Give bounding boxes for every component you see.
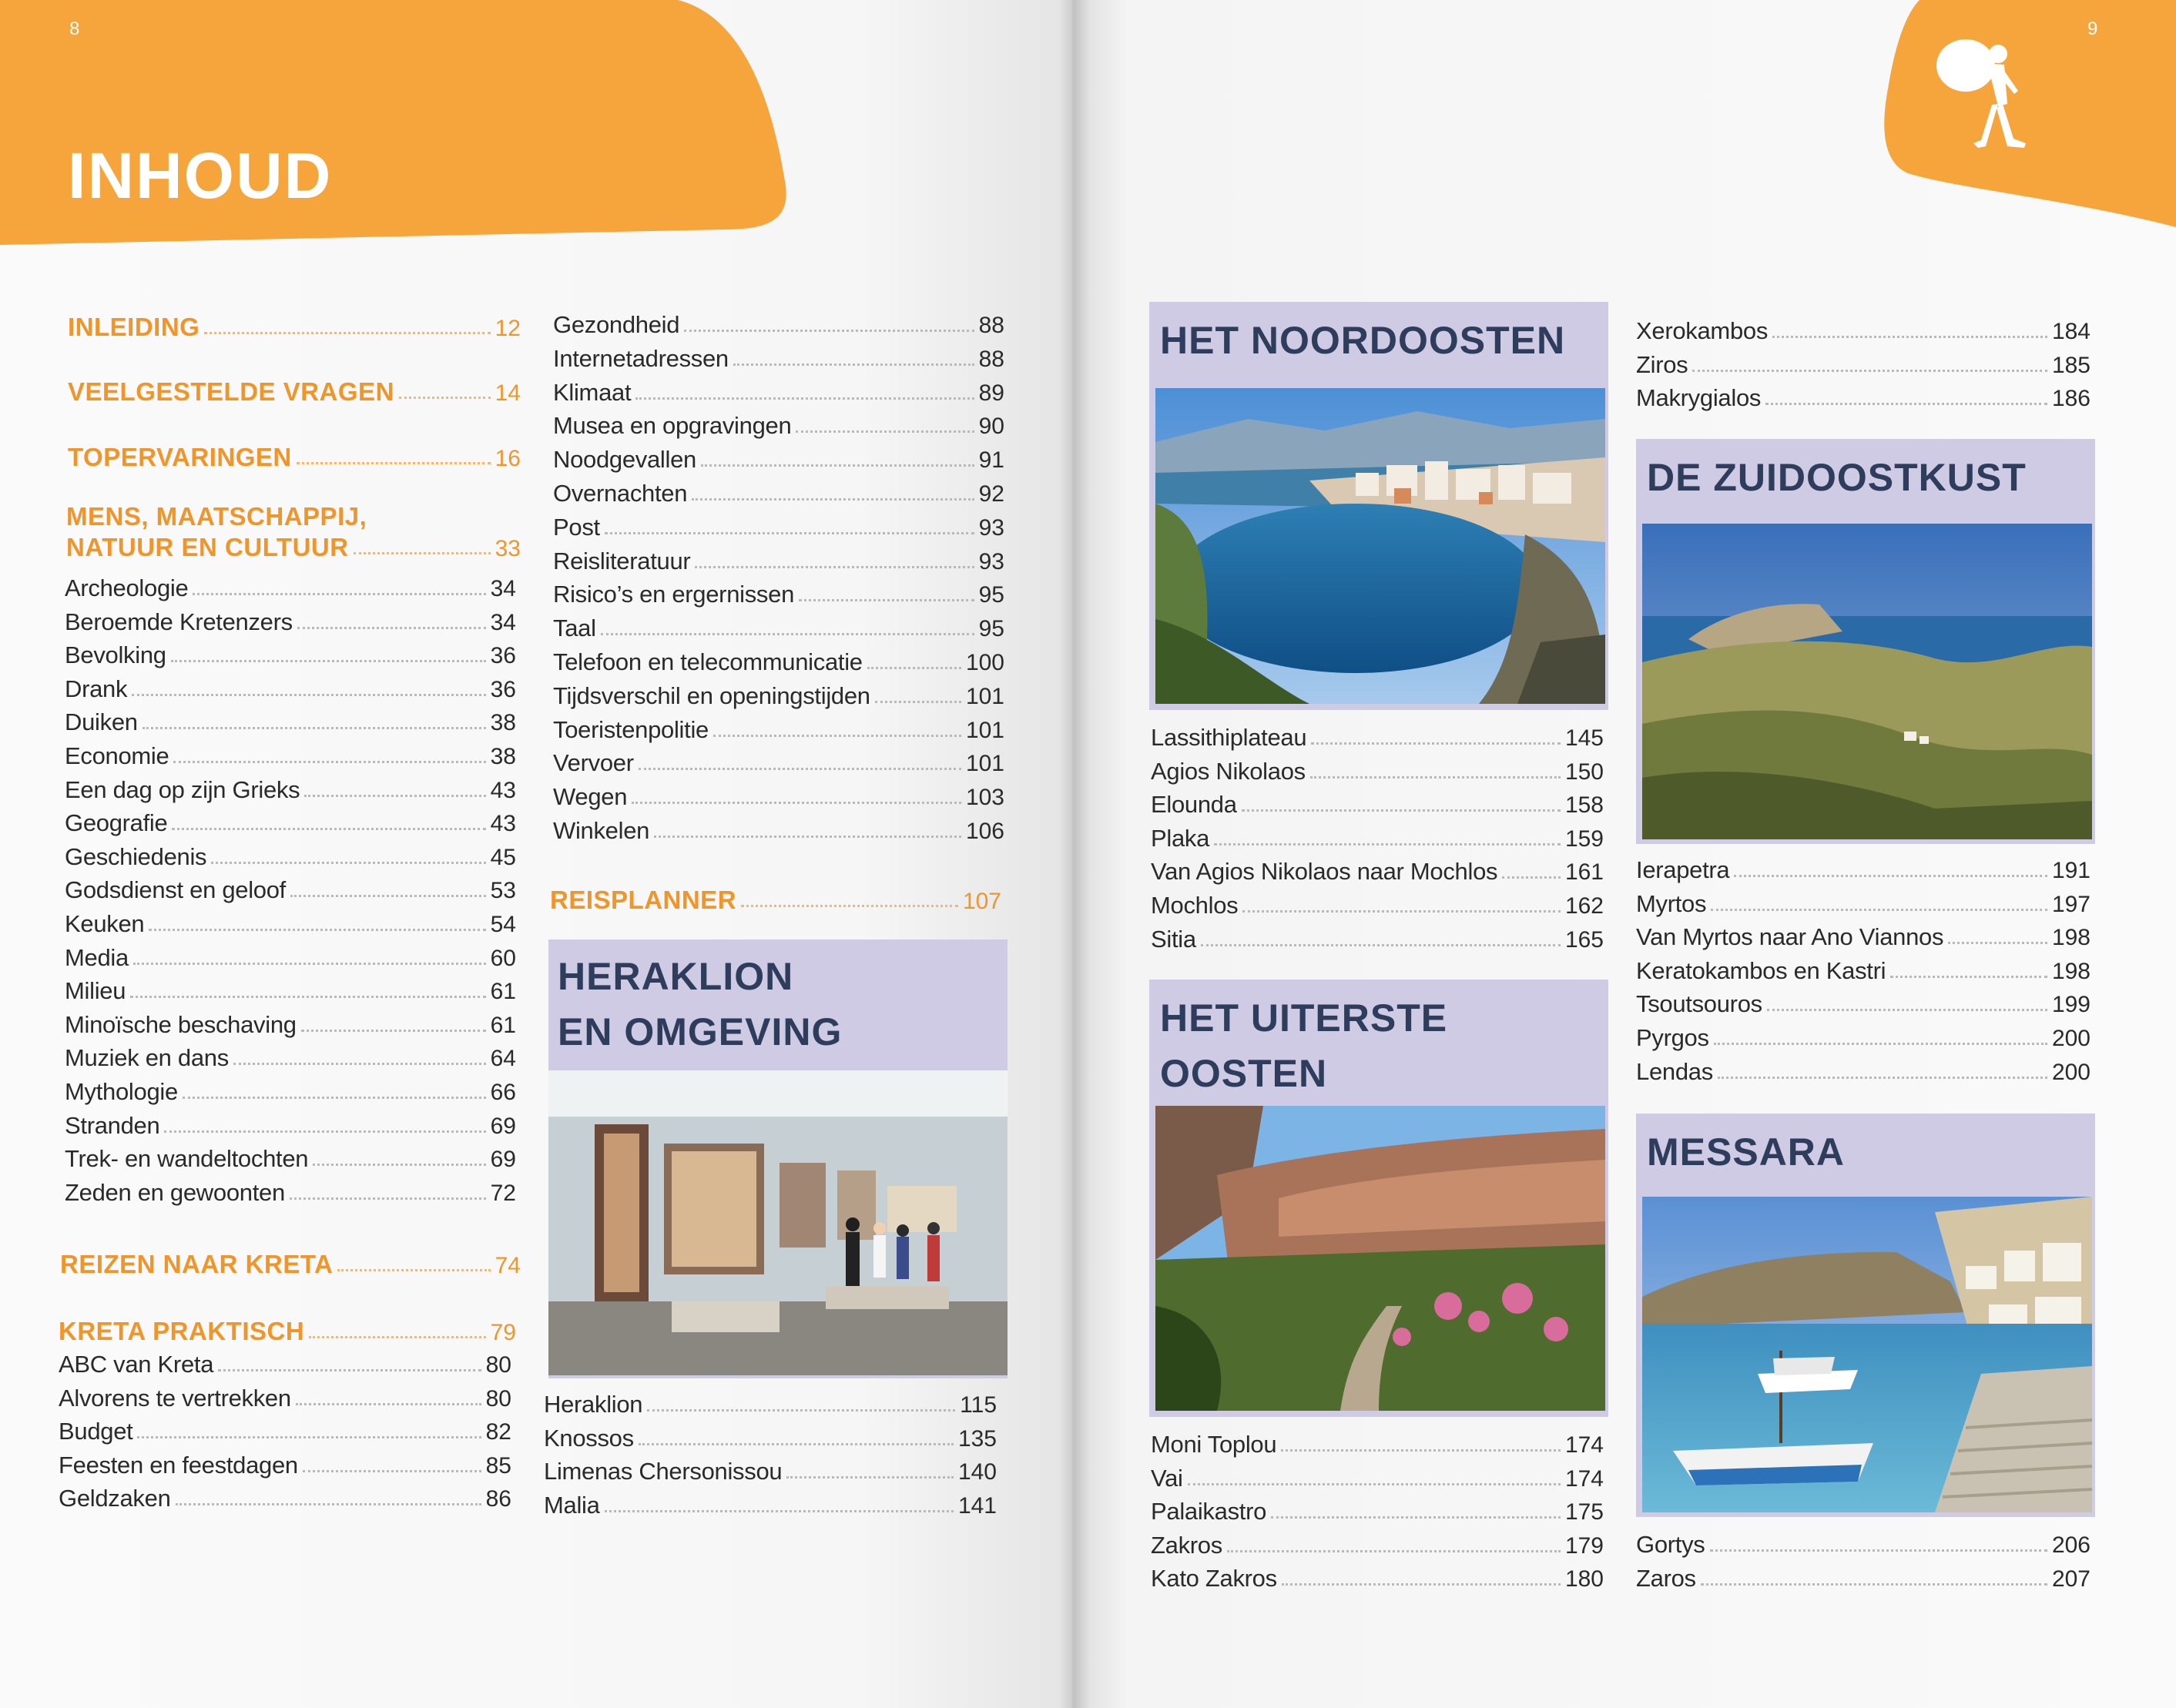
dot-leader xyxy=(1701,1583,2047,1586)
toc-entry-page: 197 xyxy=(2051,891,2091,917)
toc-entry-page: 38 xyxy=(490,744,516,769)
toc-entry[interactable] xyxy=(1151,1425,1604,1458)
toc-entry-label: Drank xyxy=(65,675,128,702)
dot-leader xyxy=(233,1063,486,1065)
toc-entry[interactable] xyxy=(553,339,1004,373)
toc-entry-page: 199 xyxy=(2051,992,2091,1018)
toc-entry-label: Feesten en feestdagen xyxy=(59,1451,298,1479)
toc-entry-page: 88 xyxy=(978,346,1004,372)
toc-entry-label: Alvorens te vertrekken xyxy=(59,1384,291,1412)
dot-leader xyxy=(1765,403,2047,405)
toc-entry-label: Archeologie xyxy=(65,574,189,601)
toc-entry-page: 45 xyxy=(490,844,516,870)
dot-leader xyxy=(713,735,961,737)
toc-entry-label: Gezondheid xyxy=(553,311,680,338)
toc-entry-page: 135 xyxy=(957,1425,997,1452)
region-title-messara: MESSARA xyxy=(1647,1130,1846,1174)
toc-entry-label: Duiken xyxy=(65,708,138,736)
toc-entry-page: 101 xyxy=(965,717,1004,743)
dot-leader xyxy=(296,1403,481,1405)
section-reisplanner[interactable]: REISPLANNER 107 xyxy=(550,886,1001,914)
toc-entry[interactable] xyxy=(1636,1525,2091,1559)
toc-entry[interactable] xyxy=(65,938,516,972)
toc-entry[interactable] xyxy=(65,837,516,871)
toc-entry-page: 207 xyxy=(2051,1566,2091,1592)
toc-entry-page: 69 xyxy=(490,1147,516,1173)
toc-entry-label: Lassithiplateau xyxy=(1151,724,1307,751)
toc-entry-page: 61 xyxy=(490,979,516,1005)
section-inleiding[interactable]: INLEIDING 12 xyxy=(68,313,521,341)
dot-leader xyxy=(1311,742,1561,745)
photo-zakros-gorge xyxy=(1155,1106,1605,1411)
dot-leader xyxy=(172,828,485,830)
dot-leader xyxy=(654,836,961,838)
toc-entry[interactable] xyxy=(544,1385,997,1418)
toc-entry[interactable] xyxy=(59,1445,511,1479)
toc-entry[interactable] xyxy=(1151,1559,1604,1592)
toc-entry-page: 184 xyxy=(2051,319,2091,344)
toc-entry-page: 162 xyxy=(1564,893,1604,919)
toc-entry[interactable] xyxy=(1636,311,2091,345)
toc-entry[interactable] xyxy=(1636,1052,2091,1086)
toc-entry-label: ABC van Kreta xyxy=(59,1351,214,1378)
toc-entry-page: 186 xyxy=(2051,386,2091,412)
right-page xyxy=(1072,0,2176,1708)
dot-leader xyxy=(297,627,486,629)
toc-entry-label: Telefoon en telecommunicatie xyxy=(553,648,863,675)
toc-entry[interactable] xyxy=(553,811,1004,845)
toc-entry-label: Minoïsche beschaving xyxy=(65,1010,297,1038)
dot-leader xyxy=(867,667,961,669)
toc-entry-page: 54 xyxy=(490,912,516,937)
dot-leader xyxy=(1227,1550,1561,1552)
toc-entry-label: Limenas Chersonissou xyxy=(544,1458,783,1485)
toc-entry-page: 82 xyxy=(485,1419,511,1445)
toc-entry[interactable] xyxy=(59,1412,511,1445)
toc-entry[interactable] xyxy=(65,803,516,837)
toc-entry[interactable] xyxy=(65,904,516,938)
toc-entry[interactable] xyxy=(553,474,1004,507)
toc-entry[interactable] xyxy=(65,1038,516,1072)
dot-leader xyxy=(695,566,974,568)
dot-leader xyxy=(632,802,961,804)
toc-entry[interactable] xyxy=(1151,886,1604,919)
toc-entry[interactable] xyxy=(544,1452,997,1485)
dot-leader xyxy=(142,727,486,729)
toc-entry[interactable] xyxy=(65,971,516,1005)
toc-entry-label: Internetadressen xyxy=(553,344,729,372)
dot-leader xyxy=(176,1503,481,1505)
toc-entry[interactable] xyxy=(1636,345,2091,379)
toc-entry[interactable] xyxy=(1151,1492,1604,1525)
toc-entry[interactable] xyxy=(1151,718,1604,752)
toc-entry-label: Bevolking xyxy=(65,641,166,669)
toc-entry-label: Milieu xyxy=(65,977,126,1005)
toc-entry-page: 191 xyxy=(2051,858,2091,883)
toc-entry[interactable] xyxy=(65,1005,516,1039)
dot-leader xyxy=(218,1369,481,1371)
toc-entry-page: 185 xyxy=(2051,352,2091,378)
toc-entry-label: Risico’s en ergernissen xyxy=(553,581,795,608)
book-gutter xyxy=(1059,0,1090,1708)
toc-entry-page: 161 xyxy=(1564,859,1604,886)
toc-entry-page: 165 xyxy=(1564,926,1604,953)
dot-leader xyxy=(1242,910,1561,913)
dot-leader xyxy=(1242,809,1561,812)
toc-entry-page: 198 xyxy=(2051,958,2091,984)
toc-entry[interactable] xyxy=(65,736,516,770)
region-title-zuidoostkust: DE ZUIDOOSTKUST xyxy=(1647,456,2027,499)
toc-entry[interactable] xyxy=(65,870,516,904)
dot-leader xyxy=(1948,942,2047,944)
toc-entry-label: Economie xyxy=(65,742,169,769)
toc-entry[interactable] xyxy=(1636,984,2091,1018)
toc-entry-label: Sitia xyxy=(1151,925,1196,953)
toc-entry[interactable] xyxy=(65,702,516,736)
dot-leader xyxy=(183,1097,486,1099)
section-veelgestelde-vragen[interactable]: VEELGESTELDE VRAGEN 14 xyxy=(68,377,521,406)
toc-entry-page: 175 xyxy=(1564,1499,1604,1525)
dot-leader xyxy=(1714,1043,2047,1045)
toc-entry-label: Wegen xyxy=(553,783,628,811)
toc-entry[interactable] xyxy=(1151,785,1604,819)
toc-entry[interactable] xyxy=(1151,852,1604,886)
dot-leader xyxy=(290,1197,486,1200)
toc-entry[interactable] xyxy=(553,541,1004,575)
dot-leader xyxy=(132,694,485,696)
toc-entry[interactable] xyxy=(1636,1018,2091,1052)
toc-entry-label: Gortys xyxy=(1636,1531,1705,1558)
toc-entry-page: 69 xyxy=(490,1113,516,1139)
toc-entry-page: 80 xyxy=(485,1385,511,1412)
toc-entry-page: 43 xyxy=(490,777,516,803)
toc-entry-label: Vervoer xyxy=(553,749,634,777)
toc-entry-label: Xerokambos xyxy=(1636,317,1769,344)
toc-entry-page: 200 xyxy=(2051,1059,2091,1085)
toc-entry[interactable] xyxy=(1151,1458,1604,1492)
dot-leader xyxy=(1711,909,2047,911)
dot-leader xyxy=(647,1409,955,1412)
page-number-left: 8 xyxy=(69,18,80,39)
dot-leader xyxy=(799,599,974,601)
toc-entry[interactable] xyxy=(553,406,1004,440)
dot-leader xyxy=(1281,1449,1561,1452)
toc-entry-page: 88 xyxy=(978,313,1004,338)
dot-leader xyxy=(733,363,974,366)
dot-leader xyxy=(164,1130,485,1133)
dot-leader xyxy=(786,1476,954,1479)
toc-entry-label: Stranden xyxy=(65,1111,160,1139)
dot-leader xyxy=(1188,1483,1561,1485)
toc-entry-page: 159 xyxy=(1564,826,1604,852)
toc-entry[interactable] xyxy=(553,574,1004,608)
toc-entry-page: 145 xyxy=(1564,725,1604,751)
region-title-noordoosten: HET NOORDOOSTEN xyxy=(1160,319,1566,362)
page-number-right: 9 xyxy=(2087,18,2098,39)
toc-entry-label: Noodgevallen xyxy=(553,446,696,474)
toc-entry[interactable] xyxy=(65,602,516,636)
photo-heraklion-museum xyxy=(548,1070,1008,1375)
toc-entry-label: Een dag op zijn Grieks xyxy=(65,775,300,803)
dot-leader xyxy=(1734,875,2047,877)
toc-entry-page: 206 xyxy=(2051,1532,2091,1558)
dot-leader xyxy=(290,895,486,897)
toc-entry-label: Tijdsverschil en openingstijden xyxy=(553,682,870,709)
toc-entry-label: Makrygialos xyxy=(1636,384,1762,412)
toc-entry[interactable] xyxy=(1636,378,2091,412)
toc-entry-page: 34 xyxy=(490,609,516,635)
toc-entry-page: 198 xyxy=(2051,925,2091,951)
toc-entry-page: 36 xyxy=(490,643,516,669)
toc-entry-page: 180 xyxy=(1564,1566,1604,1592)
toc-entry[interactable] xyxy=(59,1378,511,1412)
section-kreta-praktisch[interactable]: KRETA PRAKTISCH 79 xyxy=(59,1317,516,1345)
toc-entry-label: Keratokambos en Kastri xyxy=(1636,956,1886,984)
toc-entry[interactable] xyxy=(65,568,516,602)
dot-leader xyxy=(1282,1583,1561,1586)
dot-leader xyxy=(1767,1009,2047,1011)
toc-entry-page: 115 xyxy=(960,1392,997,1418)
toc-entry[interactable] xyxy=(553,676,1004,710)
toc-entry-label: Malia xyxy=(544,1491,600,1519)
toc-entry[interactable] xyxy=(1636,917,2091,951)
toc-entry[interactable] xyxy=(544,1418,997,1452)
toc-entry-label: Klimaat xyxy=(553,378,632,406)
toc-entry-page: 89 xyxy=(978,380,1004,406)
toc-entry[interactable] xyxy=(553,373,1004,407)
toc-entry-label: Lendas xyxy=(1636,1057,1713,1085)
toc-entry-label: Ziros xyxy=(1636,350,1688,378)
toc-entry[interactable] xyxy=(1636,951,2091,985)
toc-entry[interactable] xyxy=(553,642,1004,676)
toc-entry-label: Mythologie xyxy=(65,1078,178,1105)
toc-entry-label: Plaka xyxy=(1151,824,1210,852)
toc-entry[interactable] xyxy=(553,440,1004,474)
dot-leader xyxy=(133,963,486,965)
toc-entry-label: Toeristenpolitie xyxy=(553,715,709,743)
toc-entry-label: Elounda xyxy=(1151,791,1237,819)
toc-entry[interactable] xyxy=(65,1173,516,1207)
photo-matala-harbour xyxy=(1642,1197,2092,1512)
toc-entry[interactable] xyxy=(1636,1559,2091,1592)
toc-entry-page: 100 xyxy=(965,650,1004,675)
toc-entry-page: 93 xyxy=(978,514,1004,541)
region-title-heraklion: HERAKLION EN OMGEVING xyxy=(558,955,843,1053)
toc-entry[interactable] xyxy=(1636,850,2091,884)
toc-entry-label: Agios Nikolaos xyxy=(1151,757,1306,785)
toc-entry-label: Heraklion xyxy=(544,1391,643,1418)
toc-entry-label: Taal xyxy=(553,615,596,642)
toc-entry-label: Budget xyxy=(59,1418,133,1445)
dot-leader xyxy=(1772,336,2047,338)
toc-entry-page: 140 xyxy=(957,1459,997,1485)
dot-leader xyxy=(692,498,974,501)
dot-leader xyxy=(304,795,485,797)
toc-entry-label: Zakros xyxy=(1151,1531,1222,1559)
toc-entry[interactable] xyxy=(65,1072,516,1106)
dot-leader xyxy=(1710,1549,2047,1552)
dot-leader xyxy=(149,929,485,931)
toc-entry-page: 200 xyxy=(2051,1026,2091,1051)
toc-entry-label: Knossos xyxy=(544,1424,634,1452)
left-page xyxy=(0,0,1072,1708)
page-title: INHOUD xyxy=(68,139,333,212)
toc-entry-label: Pyrgos xyxy=(1636,1024,1709,1051)
toc-entry-page: 158 xyxy=(1564,792,1604,819)
toc-entry-page: 72 xyxy=(490,1180,516,1206)
toc-entry-label: Van Myrtos naar Ano Viannos xyxy=(1636,923,1944,951)
toc-entry[interactable] xyxy=(553,305,1004,339)
toc-entry-label: Winkelen xyxy=(553,817,650,844)
dot-leader xyxy=(301,1030,486,1032)
toc-entry-label: Geografie xyxy=(65,809,168,837)
toc-entry-page: 60 xyxy=(490,945,516,971)
toc-entry-label: Geschiedenis xyxy=(65,842,207,870)
toc-entry-page: 34 xyxy=(490,576,516,601)
toc-entry[interactable] xyxy=(553,710,1004,744)
toc-entry-page: 80 xyxy=(485,1352,511,1378)
toc-entry[interactable] xyxy=(553,507,1004,541)
section-mens-maatschappij[interactable]: MENS, MAATSCHAPPIJ, NATUUR EN CULTUUR 33 xyxy=(66,502,521,561)
dot-leader xyxy=(137,1436,481,1438)
toc-entry-page: 36 xyxy=(490,676,516,702)
toc-entry[interactable] xyxy=(59,1479,511,1512)
toc-entry-label: Overnachten xyxy=(553,480,688,507)
toc-entry[interactable] xyxy=(65,669,516,703)
toc-entry-page: 43 xyxy=(490,811,516,837)
toc-entry-label: Moni Toplou xyxy=(1151,1431,1277,1458)
dot-leader xyxy=(639,1443,954,1445)
dot-leader xyxy=(875,701,961,703)
toc-entry-page: 38 xyxy=(490,710,516,736)
toc-entry[interactable] xyxy=(1151,752,1604,785)
dot-leader xyxy=(605,1510,954,1512)
toc-entry[interactable] xyxy=(553,608,1004,642)
toc-entry-page: 93 xyxy=(978,548,1004,574)
toc-entry[interactable] xyxy=(65,635,516,669)
toc-entry-label: Zeden en gewoonten xyxy=(65,1178,285,1206)
toc-entry-page: 90 xyxy=(978,414,1004,440)
dot-leader xyxy=(1890,976,2047,978)
dot-leader xyxy=(130,996,485,998)
toc-entry-page: 95 xyxy=(978,616,1004,642)
toc-entry-label: Reisliteratuur xyxy=(553,547,691,574)
toc-entry[interactable] xyxy=(1151,1525,1604,1559)
dot-leader xyxy=(635,397,974,400)
dot-leader xyxy=(303,1470,481,1472)
toc-entry-label: Ierapetra xyxy=(1636,856,1730,883)
toc-entry-page: 91 xyxy=(978,447,1004,474)
toc-entry-label: Van Agios Nikolaos naar Mochlos xyxy=(1151,858,1498,886)
dot-leader xyxy=(1310,776,1561,779)
dot-leader xyxy=(796,430,974,433)
toc-entry-page: 61 xyxy=(490,1012,516,1038)
photo-southeast-coast xyxy=(1642,524,2092,839)
toc-entry-page: 179 xyxy=(1564,1532,1604,1559)
dot-leader xyxy=(605,532,974,534)
section-reizen-naar-kreta[interactable]: REIZEN NAAR KRETA 74 xyxy=(60,1250,521,1278)
dot-leader xyxy=(639,768,961,770)
toc-entry[interactable] xyxy=(59,1345,511,1378)
toc-entry-label: Musea en opgravingen xyxy=(553,412,792,440)
toc-entry-label: Palaikastro xyxy=(1151,1498,1267,1525)
dot-leader xyxy=(1201,944,1561,946)
toc-entry-label: Kato Zakros xyxy=(1151,1565,1277,1592)
toc-entry-page: 106 xyxy=(965,819,1004,844)
toc-entry-page: 66 xyxy=(490,1080,516,1105)
toc-entry[interactable] xyxy=(1151,819,1604,852)
toc-entry-page: 101 xyxy=(965,683,1004,709)
toc-entry-page: 95 xyxy=(978,582,1004,608)
dot-leader xyxy=(173,761,485,763)
toc-entry-page: 150 xyxy=(1564,759,1604,785)
dot-leader xyxy=(684,330,974,332)
dot-leader xyxy=(1502,876,1561,879)
toc-entry[interactable] xyxy=(65,1106,516,1140)
toc-entry-label: Godsdienst en geloof xyxy=(65,876,286,904)
dot-leader xyxy=(601,633,974,635)
toc-entry-label: Myrtos xyxy=(1636,889,1707,917)
toc-entry-page: 85 xyxy=(485,1452,511,1479)
toc-entry-label: Muziek en dans xyxy=(65,1044,229,1072)
toc-entry-label: Zaros xyxy=(1636,1564,1696,1592)
dot-leader xyxy=(313,1164,485,1166)
toc-entry[interactable] xyxy=(1151,919,1604,953)
toc-entry-label: Media xyxy=(65,943,129,971)
dot-leader xyxy=(701,464,974,467)
toc-entry[interactable] xyxy=(553,777,1004,811)
dot-leader xyxy=(211,862,485,864)
toc-entry-label: Tsoutsouros xyxy=(1636,990,1762,1018)
toc-entry[interactable] xyxy=(65,770,516,804)
toc-entry-page: 174 xyxy=(1564,1432,1604,1458)
toc-entry-page: 64 xyxy=(490,1046,516,1072)
toc-entry-page: 101 xyxy=(965,751,1004,777)
toc-entry-label: Beroemde Kretenzers xyxy=(65,608,293,635)
toc-entry-page: 141 xyxy=(957,1492,997,1519)
dot-leader xyxy=(1692,370,2047,372)
toc-entry[interactable] xyxy=(1636,884,2091,918)
dot-leader xyxy=(1718,1077,2047,1079)
toc-entry-label: Vai xyxy=(1151,1464,1183,1492)
toc-entry[interactable] xyxy=(544,1485,997,1519)
toc-entry-page: 103 xyxy=(965,785,1004,811)
toc-entry-label: Mochlos xyxy=(1151,892,1239,919)
toc-entry-label: Keuken xyxy=(65,910,145,937)
toc-entry-page: 53 xyxy=(490,878,516,904)
toc-entry[interactable] xyxy=(553,743,1004,777)
toc-entry-page: 92 xyxy=(978,481,1004,507)
toc-entry-label: Post xyxy=(553,513,600,541)
dot-leader xyxy=(193,593,485,595)
toc-entry-label: Geldzaken xyxy=(59,1485,171,1512)
section-topervaringen[interactable]: TOPERVARINGEN 16 xyxy=(68,443,521,471)
toc-entry-label: Trek- en wandeltochten xyxy=(65,1145,309,1173)
dot-leader xyxy=(1214,843,1561,846)
dot-leader xyxy=(1271,1516,1561,1519)
photo-agios-nikolaos xyxy=(1155,388,1605,704)
dot-leader xyxy=(171,660,486,662)
region-title-uiterste-oosten: HET UITERSTE OOSTEN xyxy=(1160,996,1448,1095)
backpacker-icon xyxy=(1927,31,2043,162)
toc-entry-page: 174 xyxy=(1564,1465,1604,1492)
toc-entry-page: 86 xyxy=(485,1486,511,1512)
toc-entry[interactable] xyxy=(65,1139,516,1173)
